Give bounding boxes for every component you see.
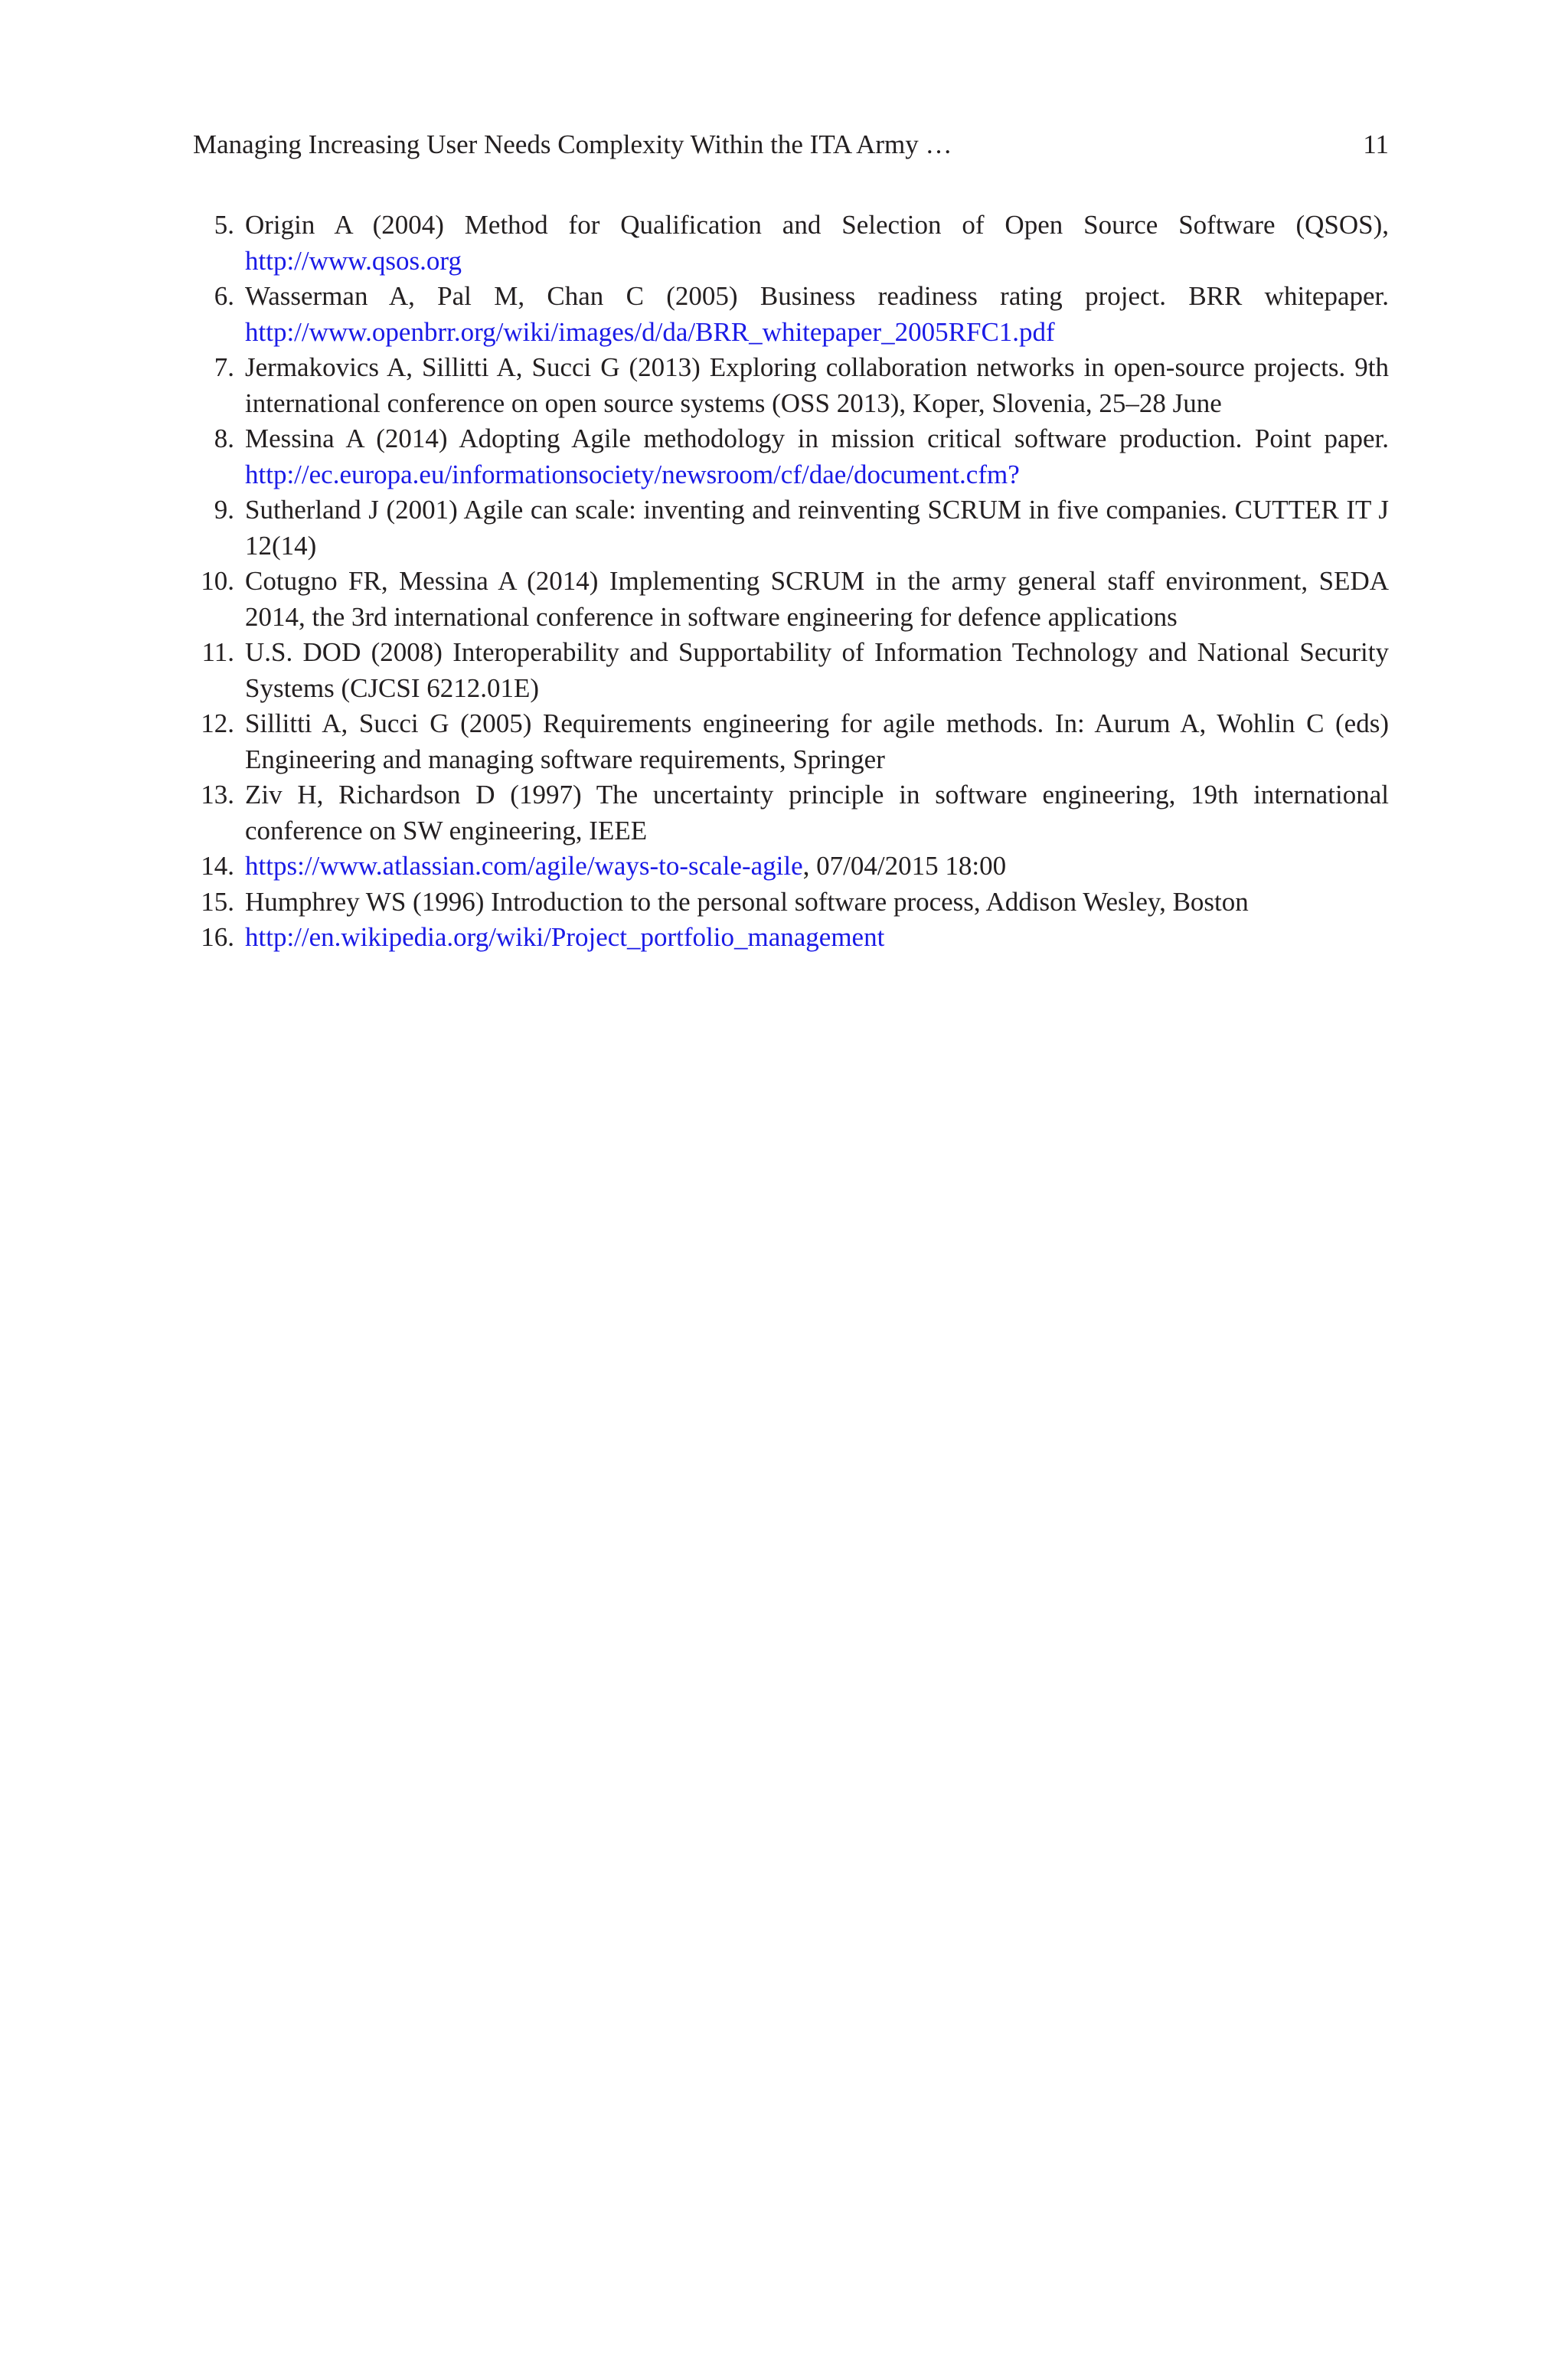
- reference-item-12: [193, 706, 1389, 777]
- reference-item-16: [193, 920, 1389, 956]
- reference-link[interactable]: https://www.atlassian.com/agile/ways-to-scale-agile: [245, 851, 803, 881]
- reference-number: 8.: [214, 424, 234, 453]
- reference-item-6: [193, 279, 1389, 350]
- reference-number: 15.: [201, 886, 234, 917]
- reference-item-15: [193, 885, 1389, 921]
- reference-item-11: [193, 635, 1389, 706]
- reference-number: 5.: [214, 210, 234, 240]
- reference-text: Jermakovics A, Sillitti A, Succi G (2013) Exploring collaboration networks in open-source projects. 9th international conference on open source systems (OSS 2013), Koper, Slovenia, 25–28 June: [245, 352, 1389, 418]
- reference-text: Cotugno FR, Messina A (2014) Implementing SCRUM in the army general staff environment, SEDA 2014, the 3rd international conference in software engineering for defence applications: [245, 566, 1389, 632]
- running-title: Managing Increasing User Needs Complexity Within the ITA Army …: [193, 129, 952, 159]
- reference-number: 14.: [201, 851, 234, 881]
- reference-item-7: [193, 350, 1389, 421]
- reference-number: 6.: [214, 281, 234, 311]
- reference-number: 12.: [201, 708, 234, 738]
- page-number: 11: [1363, 129, 1389, 159]
- reference-text: Origin A (2004) Method for Qualification and Selection of Open Source Software (QSOS),: [245, 210, 1389, 240]
- reference-item-9: [193, 492, 1389, 564]
- reference-number: 11.: [201, 637, 234, 667]
- reference-number: 7.: [214, 352, 234, 382]
- reference-link[interactable]: http://www.qsos.org: [245, 245, 462, 276]
- reference-item-10: [193, 564, 1389, 635]
- reference-text: Sutherland J (2001) Agile can scale: inventing and reinventing SCRUM in five companies. CUTTER IT J 12(14): [245, 495, 1389, 561]
- reference-number: 16.: [201, 922, 234, 952]
- reference-number: 10.: [201, 566, 234, 596]
- reference-item-14: [193, 849, 1389, 885]
- running-header: [193, 126, 1389, 164]
- reference-link[interactable]: http://en.wikipedia.org/wiki/Project_portfolio_management: [245, 922, 885, 952]
- reference-number: 9.: [214, 495, 234, 525]
- reference-link[interactable]: http://ec.europa.eu/informationsociety/newsroom/cf/dae/document.cfm?: [245, 459, 1020, 489]
- reference-text: Messina A (2014) Adopting Agile methodology in mission critical software production. Point paper.: [245, 424, 1389, 453]
- reference-suffix: , 07/04/2015 18:00: [802, 851, 1007, 881]
- reference-text: U.S. DOD (2008) Interoperability and Supportability of Information Technology and National Security Systems (CJCSI 6212.01E): [245, 637, 1389, 703]
- reference-text: Humphrey WS (1996) Introduction to the personal software process, Addison Wesley, Boston: [245, 886, 1249, 917]
- reference-text: Ziv H, Richardson D (1997) The uncertainty principle in software engineering, 19th international conference on SW engineering, IEEE: [245, 780, 1389, 846]
- reference-item-8: [193, 421, 1389, 492]
- reference-text: Wasserman A, Pal M, Chan C (2005) Business readiness rating project. BRR whitepaper.: [245, 281, 1389, 311]
- reference-link[interactable]: http://www.openbrr.org/wiki/images/d/da/BRR_whitepaper_2005RFC1.pdf: [245, 316, 1055, 347]
- reference-number: 13.: [201, 780, 234, 810]
- reference-item-13: [193, 777, 1389, 849]
- reference-item-5: [193, 208, 1389, 279]
- reference-text: Sillitti A, Succi G (2005) Requirements engineering for agile methods. In: Aurum A, Wohlin C (eds) Engineering and managing software requirements, Springer: [245, 708, 1389, 774]
- reference-list: [193, 208, 1389, 956]
